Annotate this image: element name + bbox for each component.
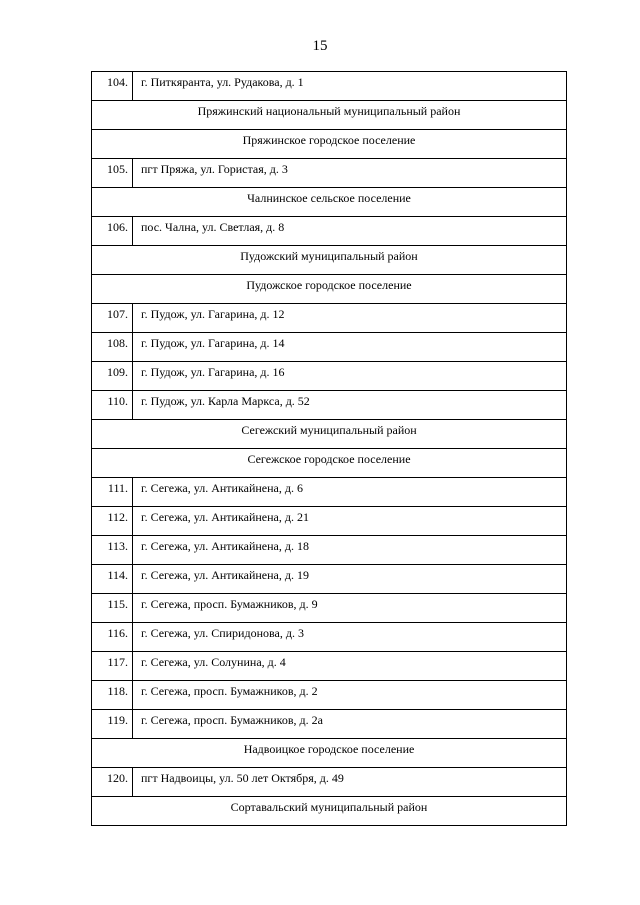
section-row [92, 420, 567, 449]
table-row [92, 217, 567, 246]
address-table [91, 71, 567, 826]
section-row [92, 130, 567, 159]
table-row [92, 565, 567, 594]
section-heading: Сегежский муниципальный район [92, 420, 567, 449]
row-number: 118. [92, 681, 133, 710]
section-heading: Надвоицкое городское поселение [92, 739, 567, 768]
section-heading: Чалнинское сельское поселение [92, 188, 567, 217]
section-row [92, 101, 567, 130]
table-row [92, 391, 567, 420]
row-address: г. Сегежа, просп. Бумажников, д. 2 [133, 681, 567, 710]
page-number: 15 [312, 38, 328, 54]
row-address: пгт Надвоицы, ул. 50 лет Октября, д. 49 [133, 768, 567, 797]
table-row [92, 304, 567, 333]
row-address: г. Пудож, ул. Карла Маркса, д. 52 [133, 391, 567, 420]
row-number: 111. [92, 478, 133, 507]
section-heading: Пряжинское городское поселение [92, 130, 567, 159]
row-number: 108. [92, 333, 133, 362]
section-heading: Пудожское городское поселение [92, 275, 567, 304]
section-row [92, 797, 567, 826]
row-number: 113. [92, 536, 133, 565]
row-number: 105. [92, 159, 133, 188]
section-row [92, 739, 567, 768]
row-address: г. Пудож, ул. Гагарина, д. 14 [133, 333, 567, 362]
section-row [92, 275, 567, 304]
row-address: г. Питкяранта, ул. Рудакова, д. 1 [133, 72, 567, 101]
table-row [92, 333, 567, 362]
section-heading: Пудожский муниципальный район [92, 246, 567, 275]
row-number: 112. [92, 507, 133, 536]
row-number: 110. [92, 391, 133, 420]
row-number: 106. [92, 217, 133, 246]
row-address: пгт Пряжа, ул. Гористая, д. 3 [133, 159, 567, 188]
row-number: 115. [92, 594, 133, 623]
section-heading: Пряжинский национальный муниципальный район [92, 101, 567, 130]
table-row [92, 768, 567, 797]
section-row [92, 449, 567, 478]
section-heading: Сегежское городское поселение [92, 449, 567, 478]
table-row [92, 710, 567, 739]
row-address: г. Пудож, ул. Гагарина, д. 16 [133, 362, 567, 391]
row-address: г. Сегежа, ул. Антикайнена, д. 19 [133, 565, 567, 594]
address-table-body [92, 72, 567, 826]
table-row [92, 362, 567, 391]
table-row [92, 507, 567, 536]
table-row [92, 536, 567, 565]
table-row [92, 623, 567, 652]
row-number: 120. [92, 768, 133, 797]
section-row [92, 246, 567, 275]
table-row [92, 652, 567, 681]
section-row [92, 188, 567, 217]
row-address: г. Сегежа, ул. Солунина, д. 4 [133, 652, 567, 681]
row-address: г. Сегежа, просп. Бумажников, д. 9 [133, 594, 567, 623]
row-address: г. Сегежа, ул. Антикайнена, д. 18 [133, 536, 567, 565]
row-address: г. Пудож, ул. Гагарина, д. 12 [133, 304, 567, 333]
row-address: г. Сегежа, просп. Бумажников, д. 2а [133, 710, 567, 739]
row-address: г. Сегежа, ул. Спиридонова, д. 3 [133, 623, 567, 652]
row-address: г. Сегежа, ул. Антикайнена, д. 21 [133, 507, 567, 536]
row-number: 119. [92, 710, 133, 739]
table-row [92, 594, 567, 623]
row-number: 109. [92, 362, 133, 391]
row-number: 104. [92, 72, 133, 101]
section-heading: Сортавальский муниципальный район [92, 797, 567, 826]
row-address: г. Сегежа, ул. Антикайнена, д. 6 [133, 478, 567, 507]
row-address: пос. Чална, ул. Светлая, д. 8 [133, 217, 567, 246]
row-number: 107. [92, 304, 133, 333]
table-row [92, 72, 567, 101]
table-row [92, 681, 567, 710]
row-number: 116. [92, 623, 133, 652]
row-number: 114. [92, 565, 133, 594]
table-row [92, 478, 567, 507]
table-row [92, 159, 567, 188]
row-number: 117. [92, 652, 133, 681]
